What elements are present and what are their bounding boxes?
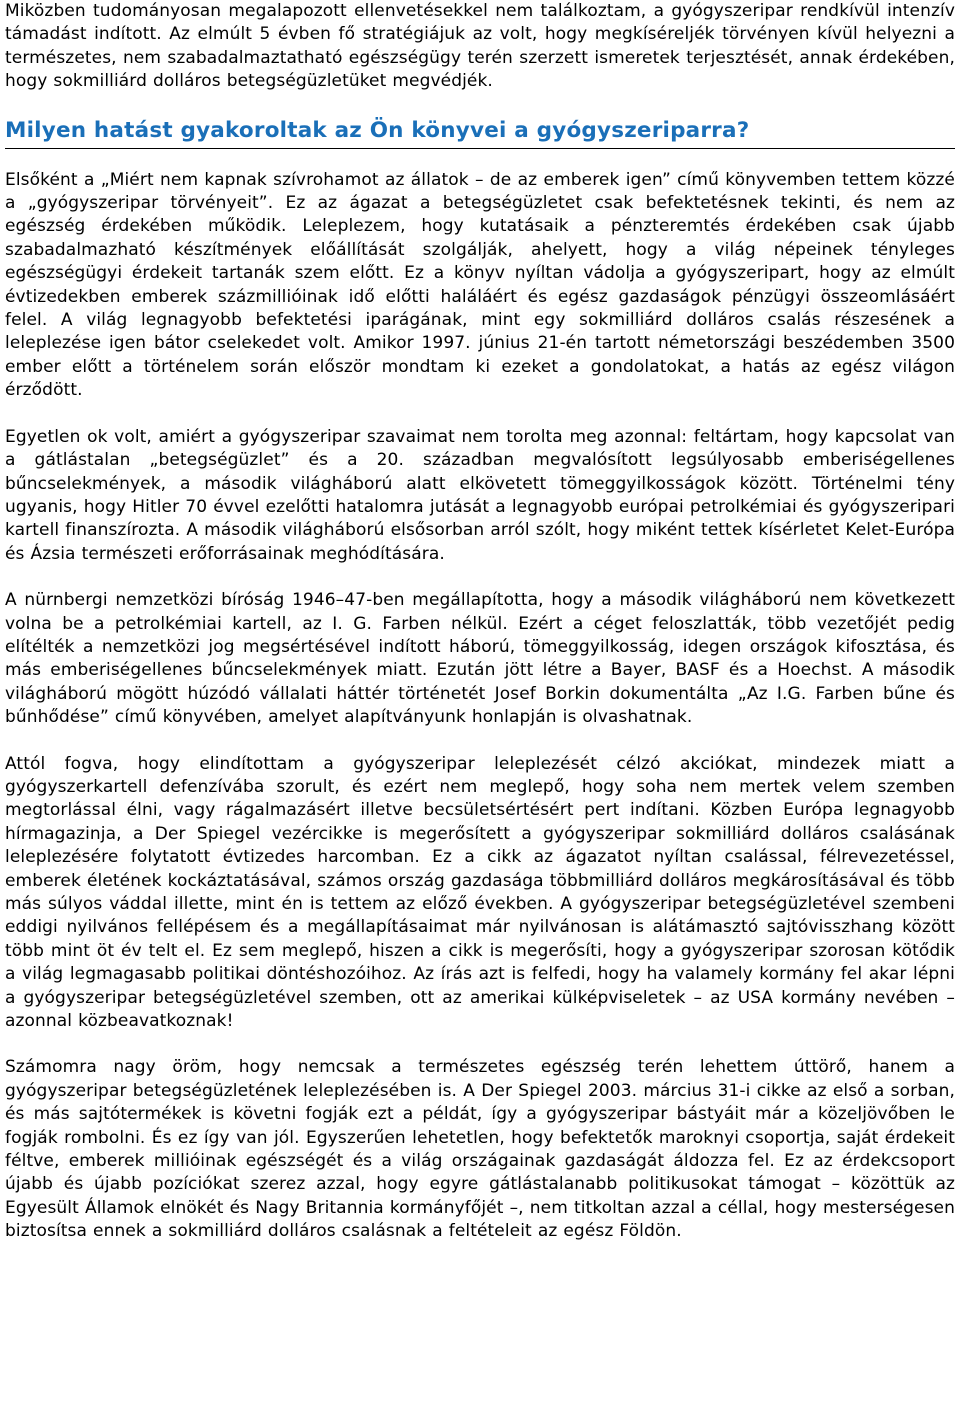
body-paragraph-1: Elsőként a „Miért nem kapnak szívrohamot az állatok – de az emberek igen” című könyvemben tettem közzé a „gyógyszeripar törvényeit”. Ez az ágazat a betegségüzletet csak befektetésnek tekinti, és nem az egészség érdekében működik. Leleplezem, hogy kutatásaik a pénzteremtés érdekében csak újabb szabadalmazható készítmények előállítását szolgálják, ahelyett, hogy a világ népeinek tényleges egészségügyi érdekeit tartanák szem előtt. Ez a könyv nyíltan vádolja a gyógyszeripart, hogy az elmúlt évtizedekben emberek százmillióinak idő előtti haláláért és egész gazdaságok pénzügyi összeomlásáért felel. A világ legnagyobb befektetési iparágának, mint egy sokmilliárd dolláros csalás részesének a leleplezése igen bátor cselekedet volt. Amikor 1997. június 21-én tartott németországi beszédemben 3500 ember előtt a történelem során először mondtam ki ezeket a gondolatokat, a hatás az egész világon érződött. xyxy=(5,169,955,401)
section-heading: Milyen hatást gyakoroltak az Ön könyvei a gyógyszeriparra? xyxy=(5,116,955,149)
document-page xyxy=(5,0,955,1244)
body-paragraph-4: Attól fogva, hogy elindítottam a gyógyszeripar leleplezését célzó akciókat, mindezek miatt a gyógyszerkartell defenzívába szorult, és ezért nem meglepő, hogy soha nem mertek velem szemben megtorlással élni, vagy rágalmazásért illetve becsületsértésért pert indítani. Közben Európa legnagyobb hírmagazinja, a Der Spiegel vezércikke is megerősített a gyógyszeripar sokmilliárd dolláros csalásának leleplezésére folytatott évtizedes harcomban. Ez a cikk az ágazatot nyíltan csalással, félrevezetéssel, emberek életének kockáztatásával, számos ország gazdasága többmilliárd dolláros megkárosításával és több más súlyos váddal illette, mint én is tettem az előző években. A gyógyszeripar betegségüzletével szembeni eddigi nyilvános fellépésem és a megállapításaimat már nyilvánosan is alátámasztó sajtóvisszhang között több mint öt év telt el. Ez sem meglepő, hiszen a cikk is megerősíti, hogy a gyógyszeripar szorosan kötődik a világ legmagasabb politikai döntéshozóihoz. Az írás azt is felfedi, hogy ha valamely kormány fel akar lépni a gyógyszeripar betegségüzletével szemben, ott az amerikai külképviseletek – az USA kormány nevében – azonnal közbeavatkoznak! xyxy=(5,753,955,1032)
body-paragraph-3: A nürnbergi nemzetközi bíróság 1946–47-ben megállapította, hogy a második világháború nem következett volna be a petrolkémiai kartell, az I. G. Farben nélkül. Ezért a céget feloszlatták, több vezetőjét pedig elítélték a nemzetközi jog megsértésével indított háború, tömeggyilkosság, idegen országok kifosztása, és más emberiségellenes bűncselekmények miatt. Ezután jött létre a Bayer, BASF és a Hoechst. A második világháború mögött húzódó vállalati háttér történetét Josef Borkin dokumentálta „Az I.G. Farben bűne és bűnhődése” című könyvében, amelyet alapítványunk honlapján is olvashatnak. xyxy=(5,590,955,728)
body-paragraph-2: Egyetlen ok volt, amiért a gyógyszeripar szavaimat nem torolta meg azonnal: feltártam, hogy kapcsolat van a gátlástalan „betegségüzlet” és a 20. században megvalósított legsúlyosabb emberiségellenes bűncselekmények, a második világháború alatt elkövetett tömeggyilkosságok között. Történelmi tény ugyanis, hogy Hitler 70 évvel ezelőtti hatalomra jutását a legnagyobb európai petrolkémiai és gyógyszeripari kartell finanszírozta. A második világháború elsősorban arról szólt, hogy miként tettek kísérletet Kelet-Európa és Ázsia természeti erőforrásainak meghódítására. xyxy=(5,426,955,564)
body-paragraph-5: Számomra nagy öröm, hogy nemcsak a természetes egészség terén lehettem úttörő, hanem a gyógyszeripar betegségüzletének leleplezésében is. A Der Spiegel 2003. március 31-i cikke az első a sorban, és más sajtótermékek is követni fogják ezt a példát, így a gyógyszeripar bástyáit már a közeljövőben le fogják rombolni. És ez így van jól. Egyszerűen lehetetlen, hogy befektetők maroknyi csoportja, saját érdekeit féltve, emberek millióinak egészségét és a világ országainak gazdaságát áldozza fel. Ez az érdekcsoport újabb és újabb pozíciókat szerez azzal, hogy egyre gátlástalanabb politikusokat támogat – közöttük az Egyesült Államok elnökét és Nagy Britannia kormányfőjét –, nem titkoltan azzal a céllal, hogy mesterségesen biztosítsa ennek a sokmilliárd dolláros csalásnak a feltételeit az egész Földön. xyxy=(5,1057,955,1242)
intro-paragraph: Miközben tudományosan megalapozott ellenvetésekkel nem találkoztam, a gyógyszeripar rendkívül intenzív támadást indított. Az elmúlt 5 évben fő stratégiájuk az volt, hogy megkíséreljék törvényen kívül helyezni a természetes, nem szabadalmaztatható egészségügy terén szerzett ismeretek terjesztését, annak érdekében, hogy sokmilliárd dolláros betegségüzletüket megvédjék. xyxy=(5,1,955,92)
